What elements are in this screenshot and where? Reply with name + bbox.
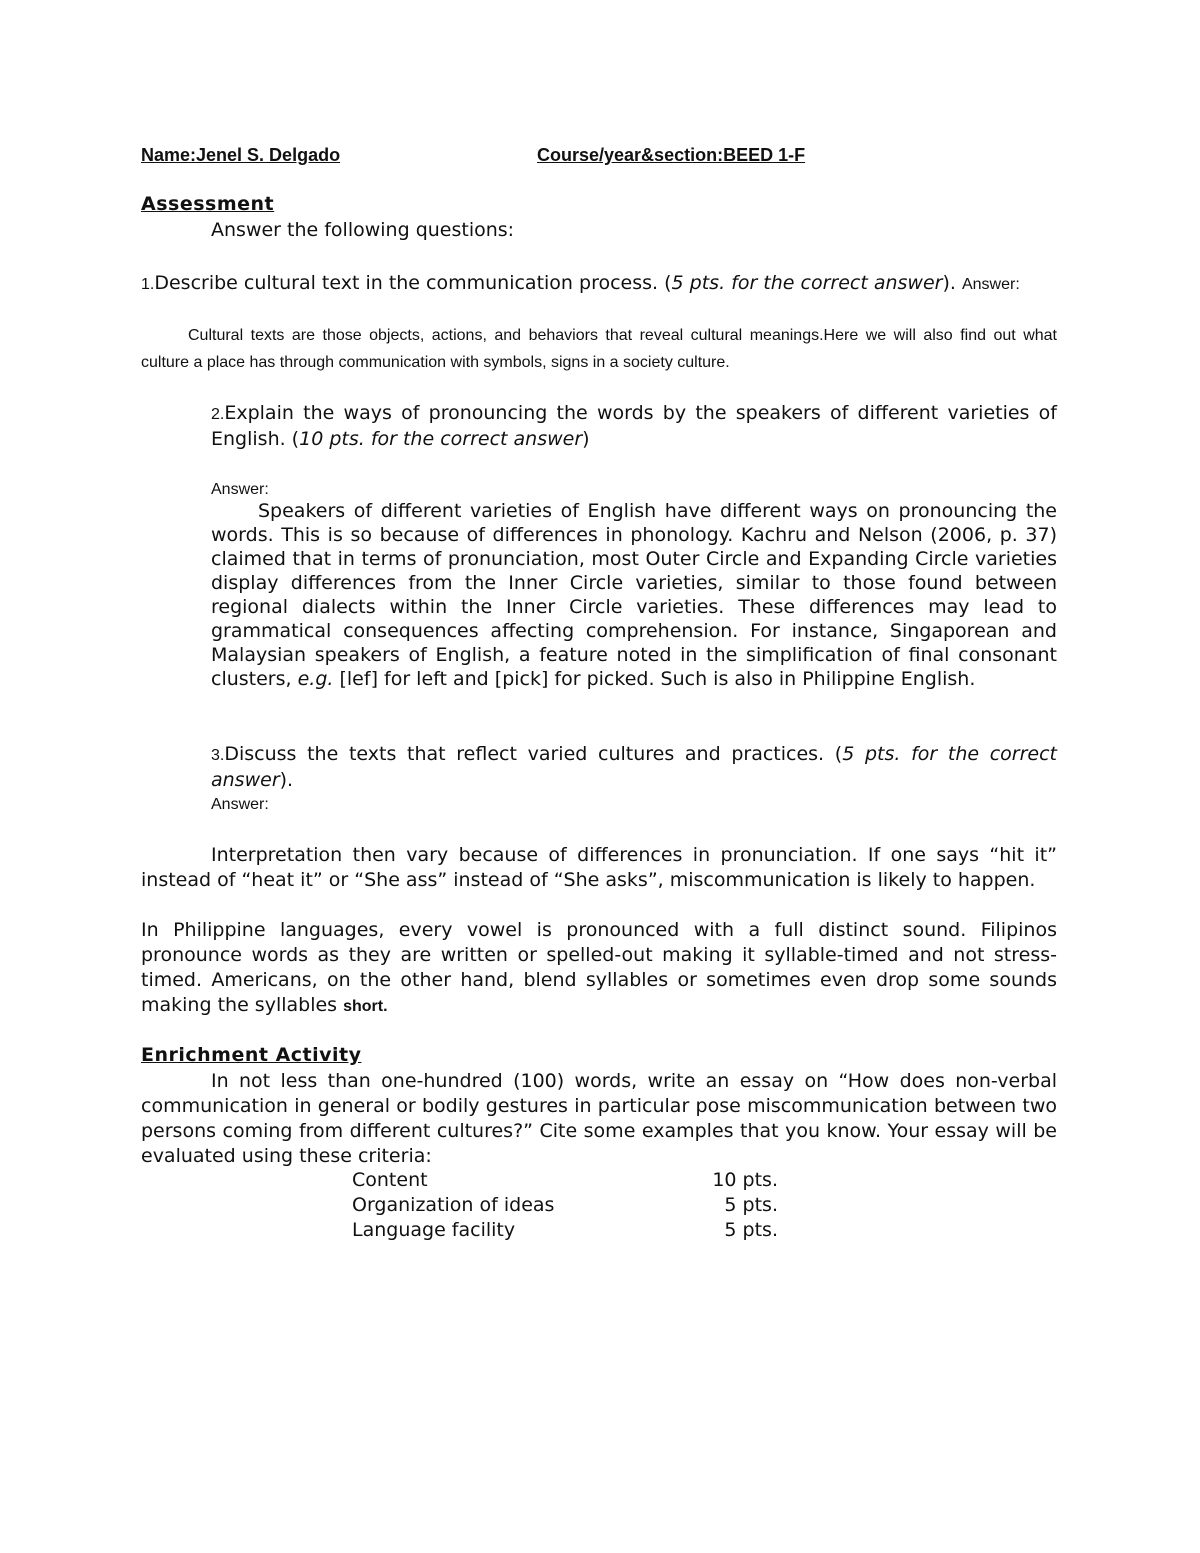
answer-text-end: short. (343, 998, 388, 1015)
assessment-instruction: Answer the following questions: (211, 219, 515, 241)
course-year-section: Course/year&section:BEED 1-F (537, 145, 806, 165)
criteria-table (352, 1168, 778, 1243)
answer-text: Interpretation then vary because of differences in pronunciation. If one says “hit it” instead of “heat it” or “She ass” instead of “She asks”, miscommunication is likely to happen. (141, 844, 1057, 891)
assessment-heading: Assessment (141, 193, 275, 215)
question-prompt: Describe cultural text in the communication process. ( (154, 272, 672, 294)
answer-2 (211, 499, 1057, 691)
question-close: ). (279, 769, 294, 791)
answer-label: Answer: (961, 276, 1020, 293)
question-close: ) (582, 428, 590, 450)
answer-text-end: [lef] for left and [pick] for picked. Such is also in Philippine English. (333, 668, 976, 690)
answer-3-paragraph-2 (141, 918, 1057, 1019)
question-close: ). (942, 272, 956, 294)
answer-3-paragraph-1 (141, 843, 1057, 893)
question-points: 5 pts. for the correct answer (671, 272, 943, 294)
question-1 (141, 271, 1057, 297)
criterion-points: 10 pts. (712, 1169, 778, 1191)
criteria-row (352, 1218, 778, 1243)
enrichment-text: In not less than one-hundred (100) words, write an essay on “How does non-verbal communication in general or bodily gestures in particular pose miscommunication between two persons coming from different cultures?” Cite some examples that you know. Your essay will be evaluated using these criteria: (141, 1070, 1057, 1167)
question-prompt: Discuss the texts that reflect varied cultures and practices. ( (224, 743, 843, 765)
question-2 (211, 401, 1057, 451)
criterion-name: Language facility (352, 1219, 516, 1241)
question-number: 3. (211, 747, 225, 764)
question-prompt: Explain the ways of pronouncing the words by the speakers of different varieties of English. ( (211, 402, 1057, 450)
enrichment-heading: Enrichment Activity (141, 1044, 362, 1066)
student-name: Name:Jenel S. Delgado (141, 145, 341, 165)
answer-eg: e.g. (297, 668, 334, 690)
criteria-row (352, 1168, 778, 1193)
criterion-name: Content (352, 1169, 428, 1191)
criteria-row (352, 1193, 778, 1218)
answer-text: Cultural texts are those objects, actions, and behaviors that reveal cultural meanings.Here we will also find out what culture a place has through communication with symbols, signs in a society culture. (141, 327, 1057, 371)
criterion-points: 5 pts. (724, 1219, 778, 1241)
question-points: 10 pts. for the correct answer (299, 428, 583, 450)
answer-label: Answer: (211, 796, 269, 813)
criterion-points: 5 pts. (724, 1194, 778, 1216)
answer-text: In Philippine languages, every vowel is pronounced with a full distinct sound. Filipinos pronounce words as they are written or spelled-out making it syllable-timed and not stress-timed. Americans, on the other hand, blend syllables or sometimes even drop some sounds making the syllables (141, 919, 1057, 1016)
question-3 (211, 742, 1057, 792)
answer-1 (141, 322, 1057, 376)
question-points: 5 pts. for the correct answer (211, 743, 1057, 791)
question-number: 1. (141, 276, 155, 293)
answer-label: Answer: (211, 481, 269, 498)
question-number: 2. (211, 406, 225, 423)
enrichment-body (141, 1069, 1057, 1169)
answer-text: Speakers of different varieties of English have different ways on pronouncing the words. This is so because of differences in phonology. Kachru and Nelson (2006, p. 37) claimed that in terms of pronunciation, most Outer Circle and Expanding Circle varieties display differences from the Inner Circle varieties, similar to those found between regional dialects within the Inner Circle varieties. These differences may lead to grammatical consequences affecting comprehension. For instance, Singaporean and Malaysian speakers of English, a feature noted in the simplification of final consonant clusters, (211, 500, 1057, 690)
criterion-name: Organization of ideas (352, 1194, 555, 1216)
